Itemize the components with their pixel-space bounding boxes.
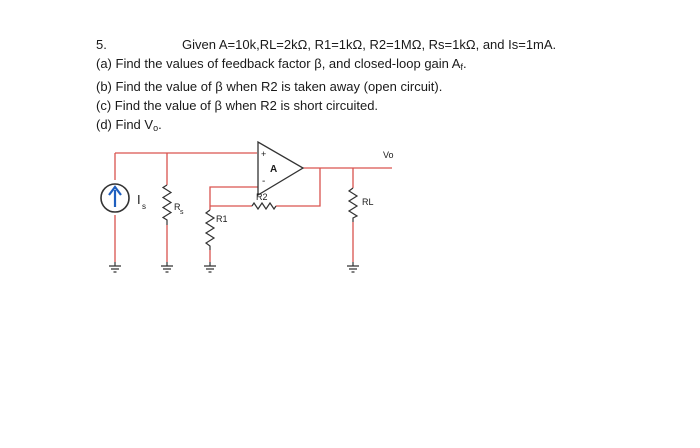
rs-resistor xyxy=(163,185,171,225)
r1-resistor xyxy=(206,210,214,250)
rs-label: R xyxy=(174,202,181,212)
question-a-subscript: f xyxy=(460,62,463,72)
question-b-text: (b) Find the value of β when R2 is taken away (open circuit). xyxy=(96,79,443,94)
problem-number: 5. xyxy=(96,37,107,52)
ground-symbol xyxy=(161,262,173,272)
question-d-text: (d) Find V xyxy=(96,117,154,132)
rs-label-subscript: s xyxy=(180,209,184,216)
vo-label: Vo xyxy=(383,150,394,160)
question-c-text: (c) Find the value of β when R2 is short circuited. xyxy=(96,98,379,113)
grounds xyxy=(109,262,359,272)
current-source xyxy=(101,184,146,212)
amplifier-plus-label: + xyxy=(261,149,267,159)
r2-resistor xyxy=(252,203,276,209)
circuit-wires xyxy=(115,153,392,262)
amplifier-label: A xyxy=(270,164,278,175)
amplifier-minus-label: - xyxy=(262,176,266,187)
rl-label: RL xyxy=(362,197,374,207)
ground-symbol xyxy=(109,262,121,272)
amplifier xyxy=(258,142,303,195)
is-label: I xyxy=(137,192,141,207)
r2-label: R2 xyxy=(256,192,268,202)
r1-label: R1 xyxy=(216,214,228,224)
question-a-suffix: . xyxy=(463,56,467,71)
is-label-subscript: s xyxy=(142,202,146,211)
given-values: Given A=10k,RL=2kΩ, R1=1kΩ, R2=1MΩ, Rs=1kΩ, and Is=1mA. xyxy=(182,37,557,52)
question-a-text: (a) Find the values of feedback factor β, and closed-loop gain A xyxy=(96,56,461,71)
question-d-subscript: o xyxy=(153,123,159,133)
ground-symbol xyxy=(347,262,359,272)
ground-symbol xyxy=(204,262,216,272)
rl-resistor xyxy=(349,188,357,222)
question-d-suffix: . xyxy=(158,117,162,132)
